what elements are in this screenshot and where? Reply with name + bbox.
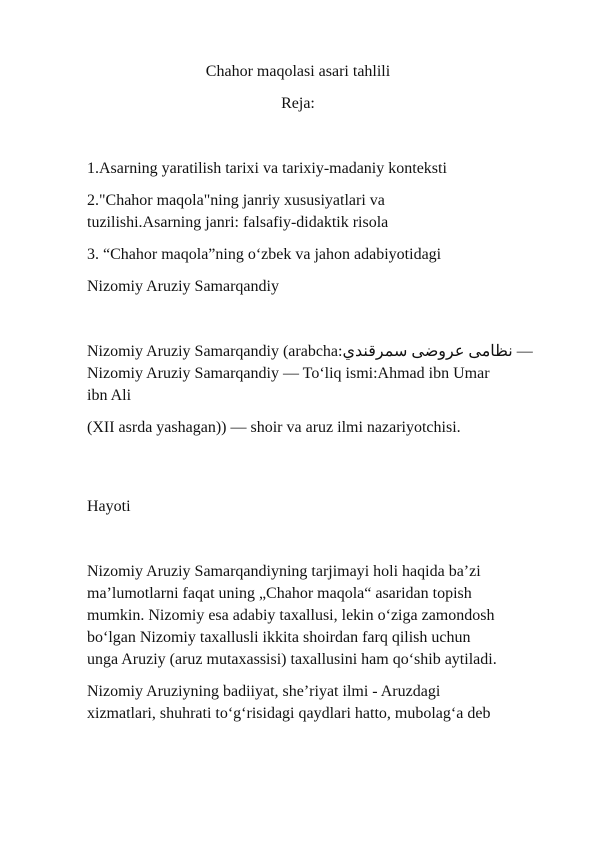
intro-arabic-name: نظامی عروضی سمرقندي (342, 343, 513, 360)
intro-line-1 (87, 342, 533, 362)
plan-item-3-continued: Nizomiy Aruziy Samarqandiy (87, 278, 279, 295)
document-title: Chahor maqolasi asari tahlili (205, 63, 391, 80)
intro-line-1-start: Nizomiy Aruziy Samarqandiy (arabcha: (87, 343, 343, 360)
plan-item-3: 3. “Chahor maqola”ning o‘zbek va jahon adabiyotidagi (87, 246, 442, 263)
intro-line-1-end: — (512, 343, 533, 360)
body-line-4: bo‘lgan Nizomiy taxallusli ikkita shoirdan farq qilish uchun (87, 629, 471, 646)
plan-item-1: 1.Asarning yaratilish tarixi va tarixiy-madaniy konteksti (87, 160, 447, 177)
body-line-5: unga Aruziy (aruz mutaxassisi) taxallusini ham qo‘shib aytiladi. (87, 651, 497, 668)
intro-line-3: ibn Ali (87, 387, 132, 404)
intro-line-4: (XII asrda yashagan)) — shoir va aruz ilmi nazariyotchisi. (87, 419, 461, 436)
section-heading-hayoti: Hayoti (87, 498, 131, 515)
plan-heading: Reja: (281, 95, 315, 112)
body-line-7: xizmatlari, shuhrati to‘g‘risidagi qaydlari hatto, mubolag‘a deb (87, 705, 491, 722)
intro-line-2: Nizomiy Aruziy Samarqandiy — To‘liq ismi:Ahmad ibn Umar (87, 365, 490, 382)
plan-item-2: 2."Chahor maqola"ning janriy xususiyatlari va (87, 192, 385, 209)
body-line-6: Nizomiy Aruziyning badiiyat, she’riyat ilmi - Aruzdagi (87, 683, 441, 700)
body-line-2: ma’lumotlarni faqat uning „Chahor maqola“ asaridan topish (87, 585, 472, 602)
body-line-1: Nizomiy Aruziy Samarqandiyning tarjimayi holi haqida ba’zi (87, 563, 481, 580)
body-line-3: mumkin. Nizomiy esa adabiy taxallusi, lekin o‘ziga zamondosh (87, 607, 495, 624)
plan-item-2-continued: tuzilishi.Asarning janri: falsafiy-didaktik risola (87, 214, 389, 231)
